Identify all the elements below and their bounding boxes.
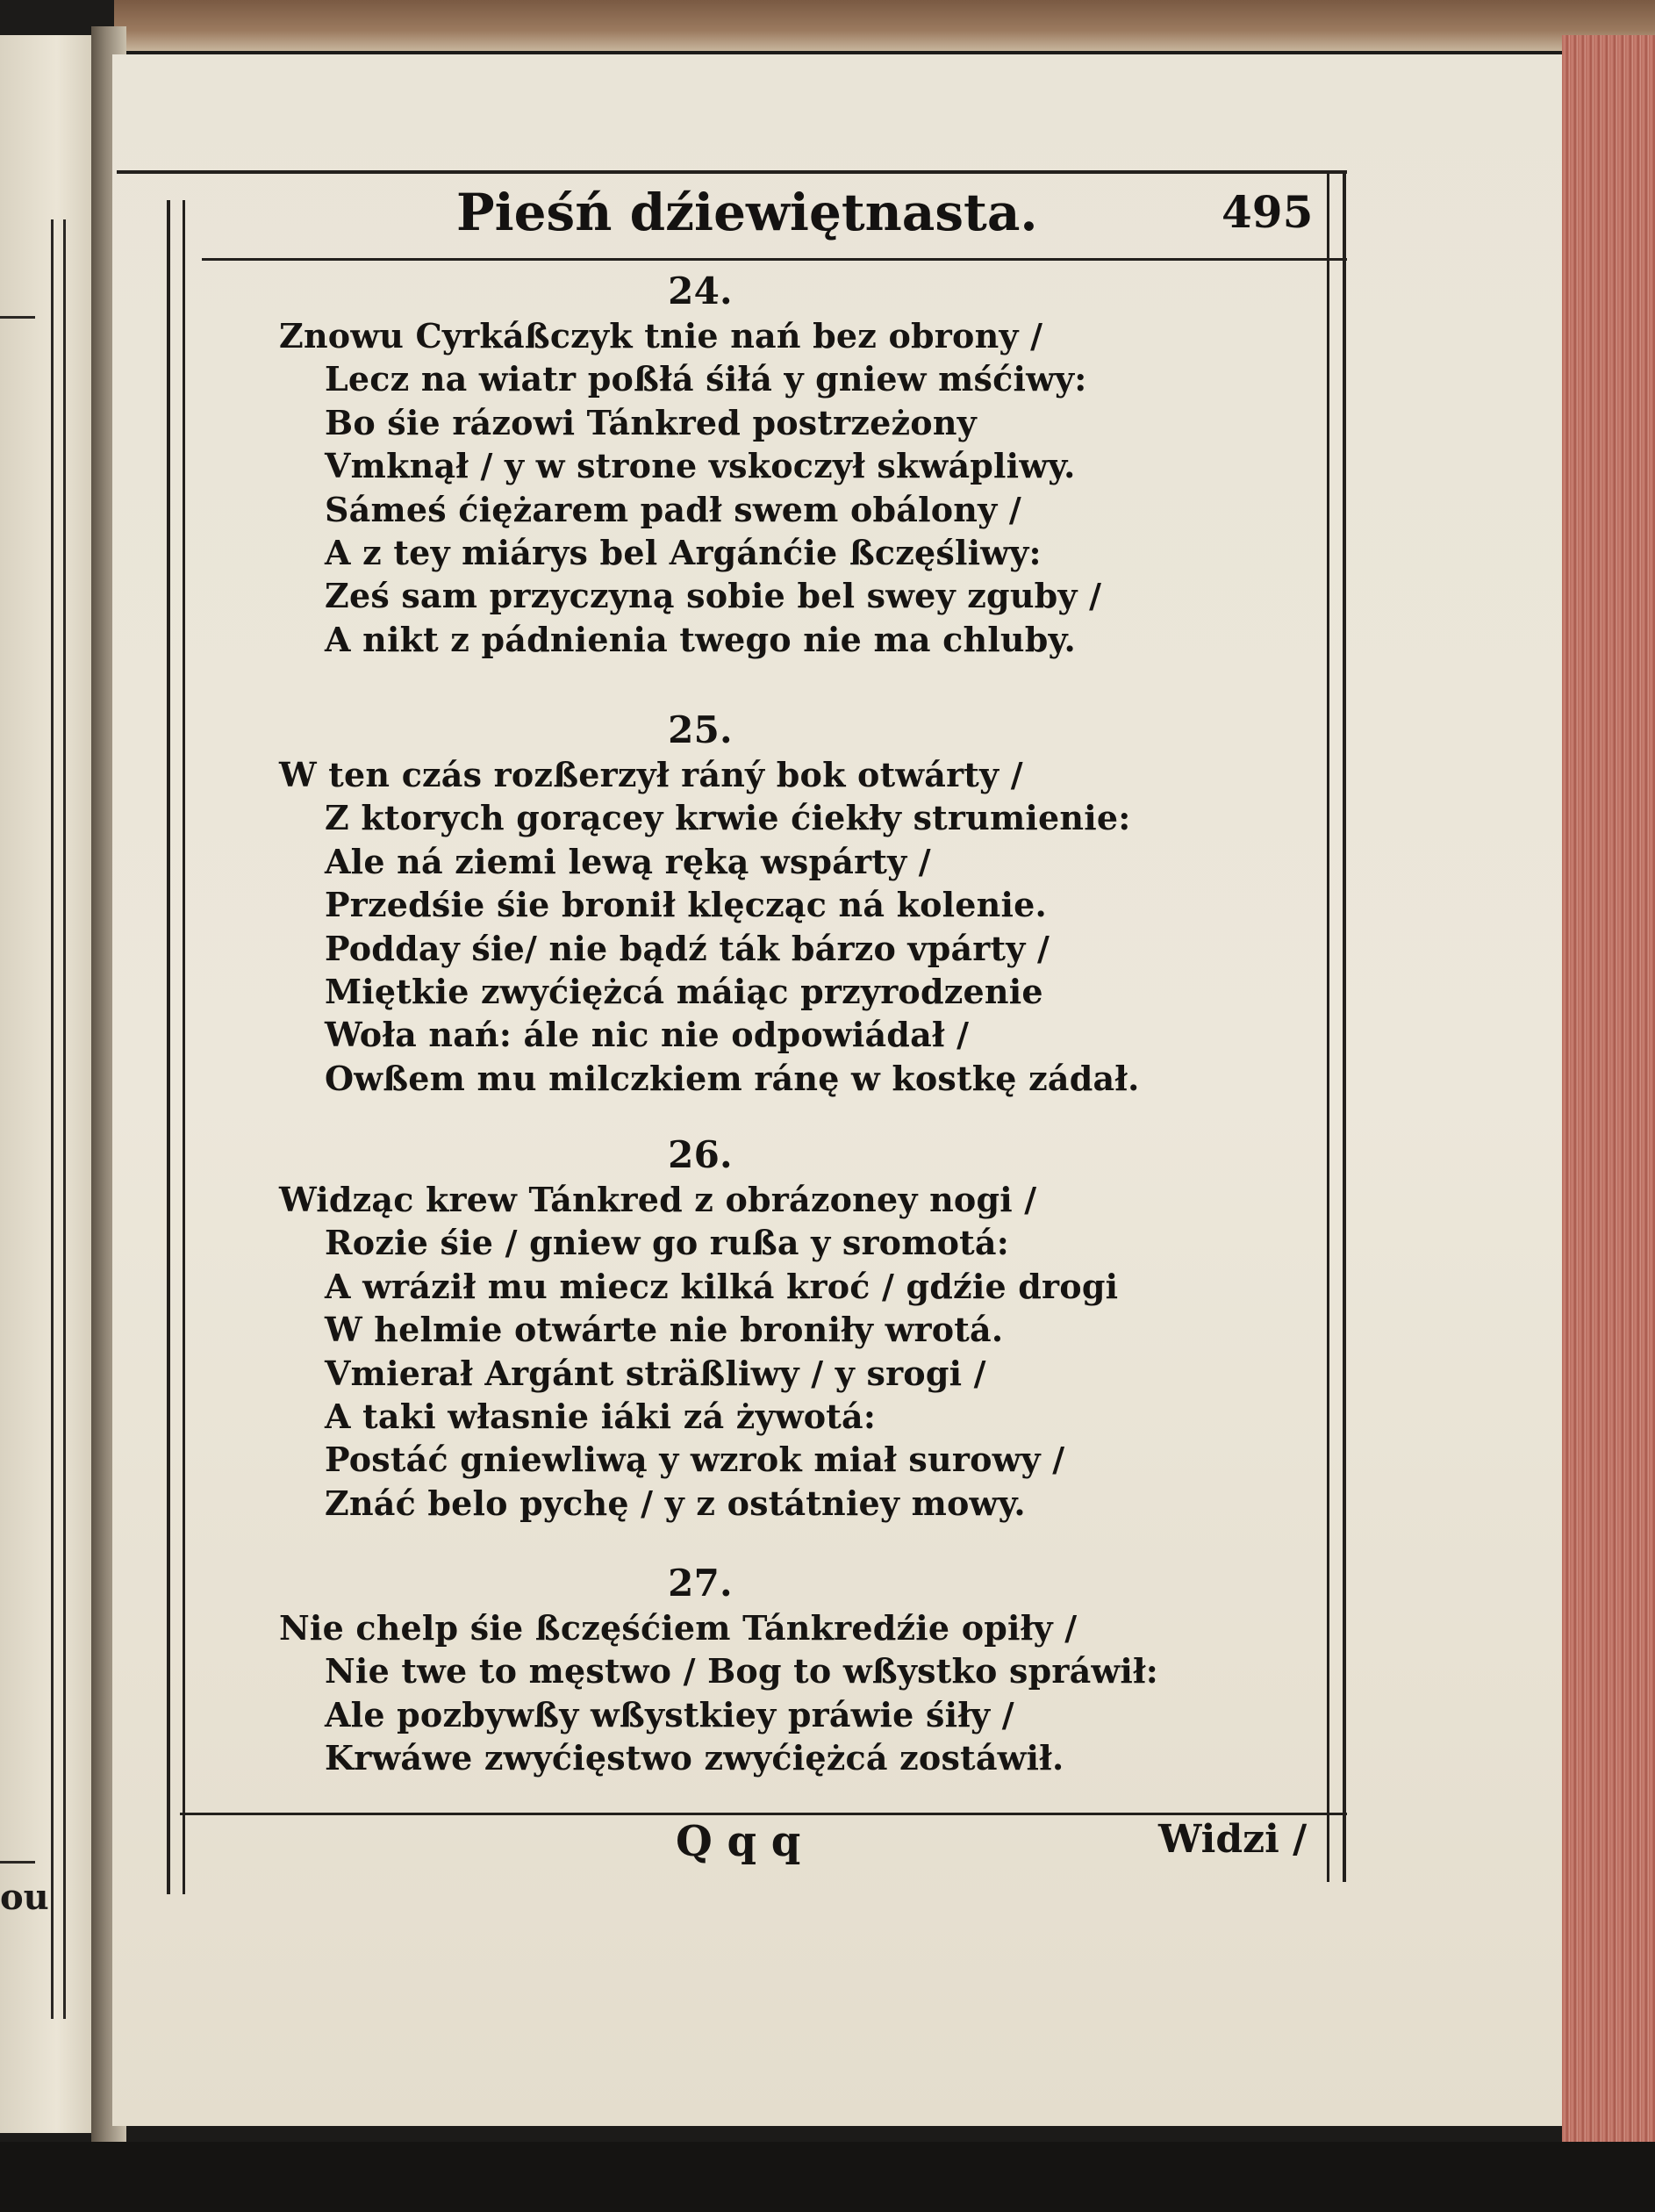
page-number: 495	[1222, 186, 1314, 238]
verse-line: Podday śie/ nie bądź ták bárzo vpárty /	[325, 928, 1050, 968]
stanza-24	[279, 269, 1315, 661]
left-page-text-fragment: ou	[0, 1877, 49, 1918]
left-page-bottom-rule	[0, 1861, 35, 1864]
verse-line: W helmie otwárte nie broniły wrotá.	[325, 1310, 1004, 1350]
verse-line: Rozie śie / gniew go rußa y sromotá:	[325, 1223, 1009, 1263]
stanza-27	[279, 1561, 1315, 1780]
verse-line: Miętkie zwyćiężcá máiąc przyrodzenie	[325, 971, 1043, 1011]
frame-right-rule	[1327, 170, 1329, 1882]
verse-line: Nie chelp śie ßczęśćiem Tánkredźie opiły /	[279, 1608, 1078, 1648]
verse-line: Z ktorych gorącey krwie ćiekły strumienie:	[325, 798, 1131, 838]
verse-line: Znowu Cyrkáßczyk tnie nań bez obrony /	[279, 316, 1043, 356]
frame-left-rule	[183, 200, 185, 1894]
page-edges	[1562, 35, 1655, 2151]
verse-line: Nie twe to męstwo / Bog to wßystko spráwił:	[325, 1651, 1159, 1691]
verse-line: Ale ná ziemi lewą ręką wspárty /	[325, 841, 931, 881]
running-title: Pieśń dźiewiętnasta.	[456, 183, 1038, 242]
verse-line: Woła nań: ále nic nie odpowiádał /	[325, 1015, 970, 1055]
stanza-number: 25.	[668, 708, 733, 751]
bottom-shadow	[0, 2142, 1655, 2212]
stanza-number: 24.	[668, 269, 733, 312]
frame-right-rule	[1343, 170, 1346, 1882]
verse-line: A taki własnie iáki zá żywotá:	[325, 1396, 877, 1436]
verse-line: Znáć belo pychę / y z ostátniey mowy.	[325, 1483, 1026, 1523]
verse-line: Ześ sam przyczyną sobie bel swey zguby /	[325, 576, 1102, 616]
verse-line: Przedśie śie bronił klęcząc ná kolenie.	[325, 885, 1047, 925]
verse-line: A wráził mu miecz kilká kroć / gdźie drogi	[325, 1266, 1119, 1306]
stanza-25	[279, 707, 1315, 1100]
signature-mark: Q q q	[676, 1817, 801, 1866]
catchword: Widzi /	[1158, 1817, 1308, 1862]
frame-left-rule	[167, 200, 170, 1894]
stanza-26	[279, 1132, 1315, 1525]
left-page-top-rule	[0, 316, 35, 319]
verse-line: W ten czás rozßerzył ráný bok otwárty /	[279, 755, 1023, 794]
verse-line: Ale pozbywßy wßystkiey práwie śiły /	[325, 1694, 1014, 1734]
verse-line: Sámeś ćiężarem padł swem obálony /	[325, 489, 1021, 529]
verse-line: Vmierał Argánt sträßliwy / y srogi /	[325, 1353, 986, 1393]
verse-line: Widząc krew Tánkred z obrázoney nogi /	[279, 1180, 1037, 1219]
verse-line: A nikt z pádnienia twego nie ma chluby.	[325, 619, 1076, 659]
frame-bottom-rule	[180, 1813, 1347, 1815]
verse-line: Lecz na wiatr poßłá śiłá y gniew mśćiwy:	[325, 359, 1087, 399]
stanza-number: 27.	[668, 1562, 733, 1605]
verse-line: Postáć gniewliwą y wzrok miał surowy /	[325, 1440, 1065, 1480]
left-page-frame-rule	[63, 219, 66, 2019]
verse-line: Vmknął / y w strone vskoczył skwápliwy.	[325, 446, 1076, 486]
book-top-board	[114, 0, 1655, 51]
verse-line: Bo śie rázowi Tánkred postrzeżony	[325, 402, 977, 442]
stanza-number: 26.	[668, 1133, 733, 1176]
frame-top-rule	[117, 170, 1347, 174]
left-page-frame-rule	[51, 219, 54, 2019]
verse-line: Krwáwe zwyćięstwo zwyćiężcá zostáwił.	[325, 1738, 1064, 1778]
verse-line: Owßem mu milczkiem ránę w kostkę zádał.	[325, 1058, 1140, 1098]
frame-header-rule	[202, 258, 1347, 261]
verse-line: A z tey miárys bel Argánćie ßczęśliwy:	[325, 532, 1042, 572]
